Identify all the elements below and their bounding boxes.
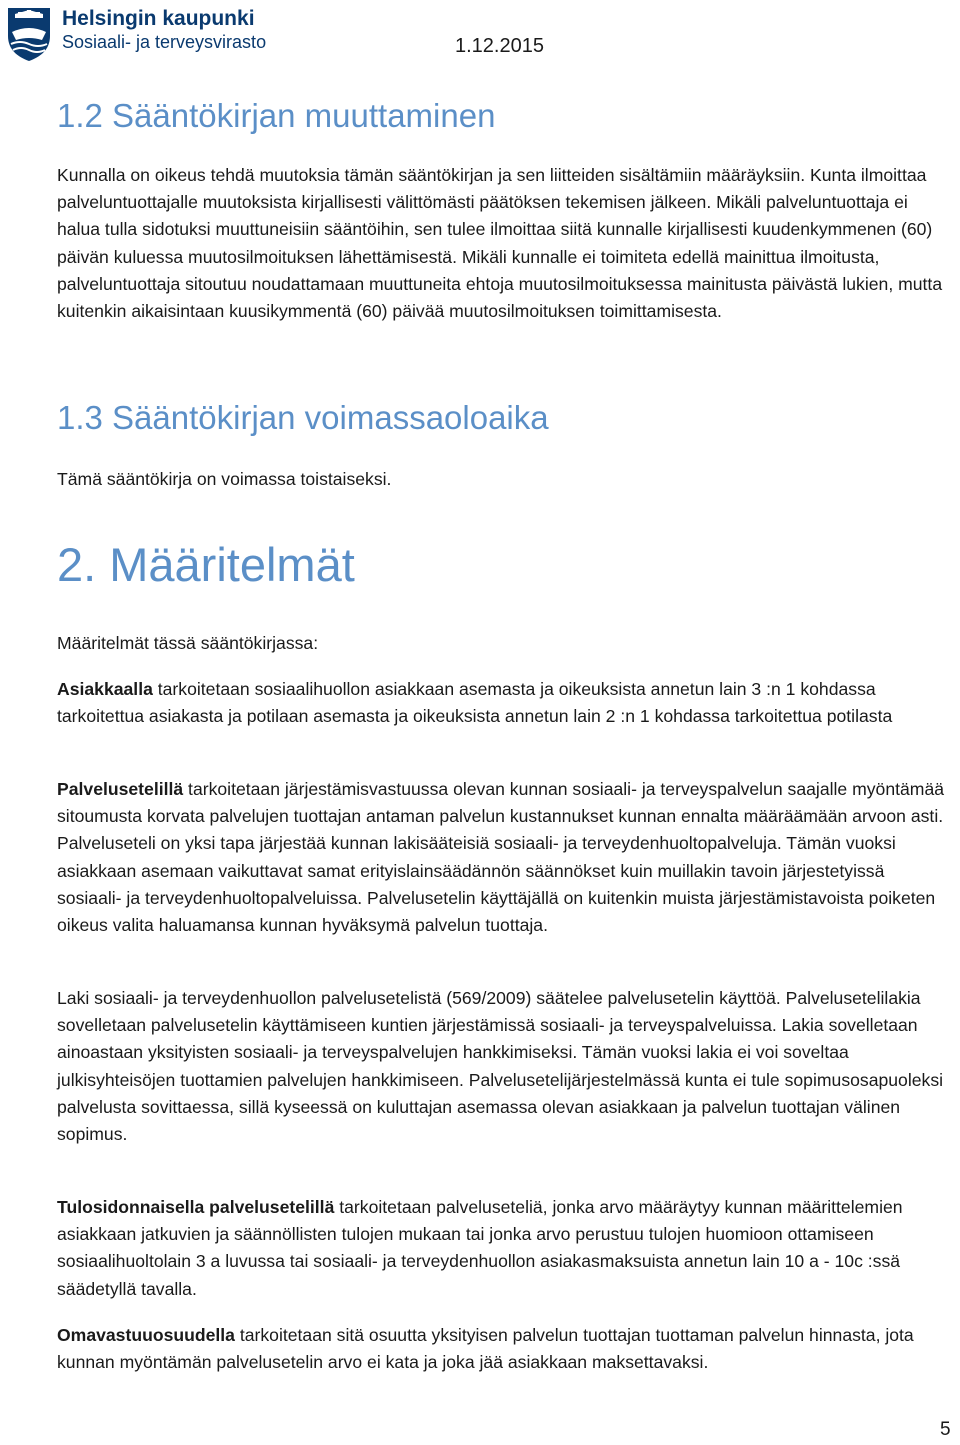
heading-1-3: 1.3 Sääntökirjan voimassaoloaika	[57, 399, 549, 436]
definition-term: Omavastuuosuudella	[57, 1325, 235, 1345]
paragraph-palvelusetelilaki	[57, 985, 952, 1148]
definition-text: tarkoitetaan järjestämisvastuussa olevan kunnan sosiaali- ja terveyspalvelun saajalle myöntämää sitoumusta korvata palvelujen tuottajan antaman palvelun kustannukset kunnan ennalta määräämään arvoon asti. Palveluseteli on yksi tapa järjestää kunnan lakisääteisiä sosiaali- ja terveydenhuoltopalveluja. Tämän vuoksi asiakkaan asemaan vaikuttavat samat erityislainsäädännön säännökset kuin muillakin tavoin järjestetyissä sosiaali- ja terveydenhuoltopalveluissa. Palvelusetelin käyttäjällä on kuitenkin muista järjestämistavoista poiketen oikeus valita haluamansa kunnan hyväksymä palvelun tuottaja.	[57, 779, 945, 936]
definition-term: Asiakkaalla	[57, 679, 153, 699]
paragraph-1-2: Kunnalla on oikeus tehdä muutoksia tämän sääntökirjan ja sen liitteiden sisältämiin määräyksiin. Kunta ilmoittaa palveluntuottajalle muutoksista kirjallisesti välittömästi päätöksen tekemisen jälkeen. Mikäli palveluntuottaja ei halua tulla sidotuksi muuttuneisiin sääntöihin, sen tulee ilmoittaa siitä kunnalle kirjallisesti kuudenkymmenen (60) päivän kuluessa muutosilmoituksen lähettämisestä. Mikäli kunnalle ei toimiteta edellä mainittua ilmoitusta, palveluntuottaja sitoutuu noudattamaan muuttuneita ehtoja muutosilmoituksessa mainitusta päivästä lukien, mutta kuitenkin aikaisintaan kuusikymmentä (60) päivää muutosilmoituksen toimittamisesta.	[57, 165, 943, 322]
heading-1-2: 1.2 Sääntökirjan muuttaminen	[57, 97, 496, 134]
document-date: 1.12.2015	[455, 35, 544, 57]
page-header	[0, 0, 960, 70]
definition-text: tarkoitetaan sitä osuutta yksityisen palvelun tuottajan tuottaman palvelun hinnasta, jota kunnan myöntämän palvelusetelin arvo ei kata ja joka jää asiakkaan maksettavaksi.	[57, 1325, 914, 1373]
heading-2: 2. Määritelmät	[57, 538, 355, 591]
definition-text: tarkoitetaan sosiaalihuollon asiakkaan asemasta ja oikeuksista annetun lain 3 :n 1 kohdassa tarkoitettua asiakasta ja potilaan asemasta ja oikeuksista annetun lain 2 :n 1 kohdassa tarkoitettua potilasta	[57, 679, 893, 727]
definition-term: Palvelusetelillä	[57, 779, 184, 799]
definition-term: Tulosidonnaisella palvelusetelillä	[57, 1197, 335, 1217]
definition-tulosidonnainen	[57, 1194, 952, 1303]
definition-palvelusetelilla	[57, 776, 952, 939]
definition-asiakkaalla	[57, 676, 952, 730]
page-number: 5	[940, 1419, 951, 1440]
department-name: Sosiaali- ja terveysvirasto	[62, 32, 267, 52]
paragraph-1-3: Tämä sääntökirja on voimassa toistaiseksi.	[57, 469, 392, 489]
city-name: Helsingin kaupunki	[62, 7, 255, 30]
organization-name	[62, 7, 266, 53]
paragraph-text: Laki sosiaali- ja terveydenhuollon palvelusetelistä (569/2009) säätelee palvelusetelin käyttöä. Palvelusetelilakia sovelletaan palvelusetelin käyttämiseen kuntien järjestämissä sosiaali- ja terveyspalveluissa. Lakia sovelletaan ainoastaan yksityisten sosiaali- ja terveyspalvelujen hankkimiseksi. Tämän vuoksi lakia ei voi soveltaa julkisyhteisöjen tuottamien palvelujen hankkimiseen. Palvelusetelijärjestelmässä kunta ei tule sopimusosapuoleksi palvelusta sovittaessa, sillä kyseessä on kuluttajan asemassa olevan asiakkaan ja palvelun tuottajan välinen sopimus.	[57, 988, 944, 1145]
helsinki-crest-icon	[6, 6, 52, 62]
definition-text: tarkoitetaan palveluseteliä, jonka arvo määräytyy kunnan määrittelemien asiakkaan jatkuvien ja säännöllisten tulojen mukaan tai jonka arvo perustuu tulojen huomioon ottamiseen sosiaalihuoltolain 3 a luvussa tai sosiaali- ja terveydenhuollon asiakasmaksuista annetun lain 10 a - 10c :ssä säädetyllä tavalla.	[57, 1197, 903, 1299]
definitions-intro: Määritelmät tässä sääntökirjassa:	[57, 633, 319, 653]
definition-omavastuuosuus	[57, 1322, 952, 1376]
